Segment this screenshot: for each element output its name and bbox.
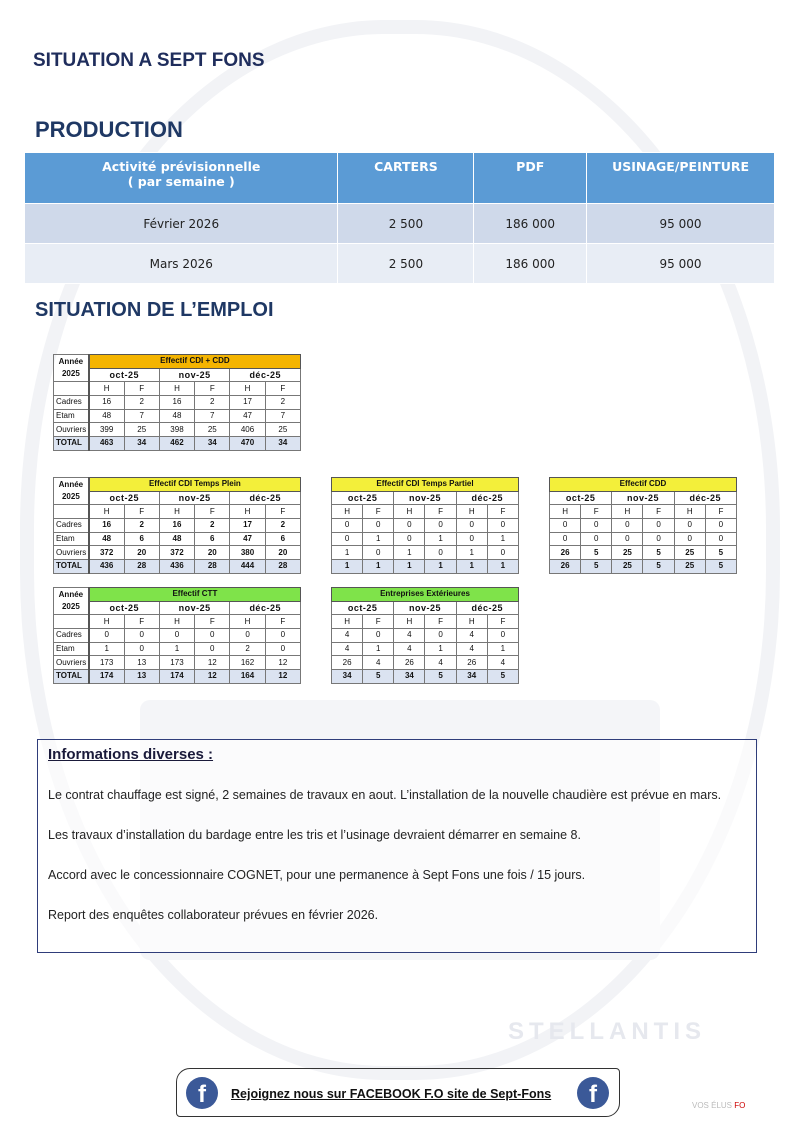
h-header: H	[332, 505, 363, 519]
f-header: F	[425, 505, 456, 519]
row-label: Etam	[54, 642, 89, 656]
value-cell: 0	[487, 629, 518, 643]
month-header: déc-25	[230, 601, 301, 615]
table-title: Effectif CDI Temps Plein	[89, 478, 301, 492]
table-row	[54, 396, 301, 410]
value-cell: 1	[487, 642, 518, 656]
month-header: nov-25	[159, 491, 230, 505]
info-paragraph: Le contrat chauffage est signé, 2 semaines de travaux en aout. L’installation de la nouvelle chaudière est prévue en mars.	[48, 788, 722, 802]
value-cell: 1	[332, 560, 363, 574]
table-ctt	[53, 587, 301, 684]
h-header: H	[394, 505, 425, 519]
row-label: Etam	[54, 532, 89, 546]
value-cell: 4	[487, 656, 518, 670]
value-cell: 5	[581, 560, 612, 574]
h-header: H	[230, 382, 265, 396]
value-cell: 6	[124, 532, 159, 546]
value-cell: 26	[332, 656, 363, 670]
value-cell: 0	[581, 519, 612, 533]
value-cell: 5	[705, 546, 736, 560]
f-header: F	[124, 382, 159, 396]
value-cell: 0	[674, 519, 705, 533]
blank-cell	[54, 615, 89, 629]
value-cell: 12	[265, 670, 300, 684]
row-label: Ouvriers	[54, 656, 89, 670]
table-row	[550, 532, 737, 546]
value-cell: 1	[363, 642, 394, 656]
value-cell: 26	[456, 656, 487, 670]
blank-cell	[54, 382, 89, 396]
value-cell: 5	[643, 560, 674, 574]
value-cell: 1	[425, 642, 456, 656]
table-row	[550, 560, 737, 574]
value-cell: 174	[89, 670, 124, 684]
row-label: Ouvriers	[54, 423, 89, 437]
value-cell: 26	[550, 546, 581, 560]
value-cell: 399	[89, 423, 124, 437]
value-cell: 173	[159, 656, 194, 670]
info-paragraph: Report des enquêtes collaborateur prévues en février 2026.	[48, 908, 379, 922]
h-header: H	[159, 615, 194, 629]
header-activite: Activité prévisionnelle ( par semaine )	[25, 153, 338, 204]
f-header: F	[195, 615, 230, 629]
value-cell: 0	[612, 532, 643, 546]
table-row	[54, 656, 301, 670]
table-row	[332, 642, 519, 656]
info-box	[37, 739, 757, 953]
value-cell: 0	[705, 519, 736, 533]
value-cell: 34	[394, 670, 425, 684]
value-cell: 0	[265, 629, 300, 643]
vos-elus-fo: VOS ÉLUS FO	[692, 1101, 746, 1110]
value-cell: 5	[363, 670, 394, 684]
value-cell: 34	[265, 437, 300, 451]
table-row	[54, 519, 301, 533]
month-header: déc-25	[456, 601, 518, 615]
month-header: déc-25	[230, 368, 301, 382]
h-header: H	[550, 505, 581, 519]
value-cell: 2	[265, 519, 300, 533]
h-header: H	[159, 382, 194, 396]
value-cell: 25	[674, 546, 705, 560]
value-cell: 0	[363, 519, 394, 533]
cell: 95 000	[587, 204, 775, 244]
value-cell: 0	[425, 519, 456, 533]
facebook-link[interactable]: Rejoignez nous sur FACEBOOK F.O site de Sept-Fons	[231, 1087, 552, 1101]
year-cell: Année 2025	[54, 478, 89, 505]
row-label: TOTAL	[54, 560, 89, 574]
month-header: oct-25	[332, 601, 394, 615]
value-cell: 2	[195, 396, 230, 410]
value-cell: 1	[332, 546, 363, 560]
value-cell: 28	[124, 560, 159, 574]
header-usinage: USINAGE/PEINTURE	[587, 153, 775, 204]
value-cell: 20	[195, 546, 230, 560]
value-cell: 47	[230, 532, 265, 546]
value-cell: 398	[159, 423, 194, 437]
value-cell: 444	[230, 560, 265, 574]
value-cell: 4	[425, 656, 456, 670]
value-cell: 17	[230, 519, 265, 533]
h-header: H	[89, 505, 124, 519]
table-row	[332, 560, 519, 574]
value-cell: 48	[89, 532, 124, 546]
value-cell: 13	[124, 656, 159, 670]
table-title: Effectif CDD	[550, 478, 737, 492]
f-header: F	[124, 505, 159, 519]
h-header: H	[332, 615, 363, 629]
row-label: Etam	[54, 409, 89, 423]
value-cell: 0	[124, 629, 159, 643]
value-cell: 16	[89, 396, 124, 410]
month-header: oct-25	[89, 601, 160, 615]
table-row	[25, 204, 775, 244]
month-header: nov-25	[159, 601, 230, 615]
f-header: F	[705, 505, 736, 519]
value-cell: 0	[332, 519, 363, 533]
table-row	[332, 656, 519, 670]
value-cell: 0	[394, 532, 425, 546]
f-header: F	[265, 382, 300, 396]
blank-cell	[54, 505, 89, 519]
value-cell: 0	[89, 629, 124, 643]
f-header: F	[425, 615, 456, 629]
value-cell: 7	[265, 409, 300, 423]
month-header: nov-25	[394, 601, 456, 615]
production-table	[24, 152, 775, 284]
page-title: SITUATION A SEPT FONS	[33, 50, 265, 71]
table-row	[332, 670, 519, 684]
value-cell: 1	[425, 560, 456, 574]
f-header: F	[195, 505, 230, 519]
value-cell: 406	[230, 423, 265, 437]
value-cell: 47	[230, 409, 265, 423]
cell: Février 2026	[25, 204, 338, 244]
value-cell: 20	[265, 546, 300, 560]
table-row	[54, 437, 301, 451]
f-header: F	[487, 505, 518, 519]
value-cell: 0	[230, 629, 265, 643]
month-header: déc-25	[674, 491, 736, 505]
value-cell: 2	[195, 519, 230, 533]
h-header: H	[674, 505, 705, 519]
year-cell: Année 2025	[54, 355, 89, 382]
value-cell: 25	[674, 560, 705, 574]
value-cell: 0	[363, 546, 394, 560]
value-cell: 372	[159, 546, 194, 560]
emploi-heading: SITUATION DE L’EMPLOI	[35, 299, 274, 321]
value-cell: 1	[89, 642, 124, 656]
month-header: nov-25	[159, 368, 230, 382]
value-cell: 2	[124, 519, 159, 533]
value-cell: 0	[195, 642, 230, 656]
value-cell: 0	[363, 629, 394, 643]
value-cell: 6	[195, 532, 230, 546]
cell: 2 500	[338, 244, 474, 284]
month-header: nov-25	[394, 491, 456, 505]
value-cell: 48	[159, 409, 194, 423]
value-cell: 7	[195, 409, 230, 423]
h-header: H	[159, 505, 194, 519]
h-header: H	[612, 505, 643, 519]
table-row	[54, 670, 301, 684]
value-cell: 12	[265, 656, 300, 670]
cell: 95 000	[587, 244, 775, 284]
value-cell: 1	[487, 560, 518, 574]
value-cell: 0	[487, 546, 518, 560]
value-cell: 0	[487, 519, 518, 533]
month-header: oct-25	[89, 491, 160, 505]
table-cdi-cdd	[53, 354, 301, 451]
value-cell: 0	[456, 519, 487, 533]
value-cell: 1	[394, 560, 425, 574]
row-label: Cadres	[54, 629, 89, 643]
value-cell: 0	[425, 629, 456, 643]
value-cell: 5	[425, 670, 456, 684]
f-header: F	[581, 505, 612, 519]
value-cell: 470	[230, 437, 265, 451]
table-title: Effectif CDI Temps Partiel	[332, 478, 519, 492]
f-header: F	[363, 505, 394, 519]
value-cell: 4	[394, 642, 425, 656]
month-header: oct-25	[332, 491, 394, 505]
row-label: Cadres	[54, 519, 89, 533]
value-cell: 0	[550, 532, 581, 546]
h-header: H	[230, 615, 265, 629]
table-row	[550, 519, 737, 533]
value-cell: 12	[195, 670, 230, 684]
value-cell: 25	[265, 423, 300, 437]
value-cell: 462	[159, 437, 194, 451]
value-cell: 0	[265, 642, 300, 656]
value-cell: 2	[265, 396, 300, 410]
f-header: F	[265, 615, 300, 629]
table-row	[332, 629, 519, 643]
value-cell: 173	[89, 656, 124, 670]
h-header: H	[89, 615, 124, 629]
row-label: TOTAL	[54, 437, 89, 451]
value-cell: 1	[394, 546, 425, 560]
value-cell: 28	[195, 560, 230, 574]
cell: 186 000	[474, 244, 587, 284]
value-cell: 0	[612, 519, 643, 533]
table-row	[54, 532, 301, 546]
table-row	[54, 629, 301, 643]
table-row	[54, 546, 301, 560]
table-title: Entreprises Extérieures	[332, 588, 519, 602]
table-row	[332, 519, 519, 533]
month-header: déc-25	[230, 491, 301, 505]
row-label: Ouvriers	[54, 546, 89, 560]
value-cell: 1	[425, 532, 456, 546]
value-cell: 48	[89, 409, 124, 423]
year-cell: Année 2025	[54, 588, 89, 615]
value-cell: 6	[265, 532, 300, 546]
value-cell: 2	[230, 642, 265, 656]
table-cdi-temps-partiel	[331, 477, 519, 574]
value-cell: 1	[159, 642, 194, 656]
h-header: H	[456, 505, 487, 519]
value-cell: 164	[230, 670, 265, 684]
value-cell: 17	[230, 396, 265, 410]
production-header-row	[25, 153, 775, 204]
month-header: oct-25	[89, 368, 160, 382]
value-cell: 34	[195, 437, 230, 451]
value-cell: 463	[89, 437, 124, 451]
value-cell: 0	[456, 532, 487, 546]
row-label: TOTAL	[54, 670, 89, 684]
value-cell: 162	[230, 656, 265, 670]
value-cell: 1	[363, 532, 394, 546]
value-cell: 0	[159, 629, 194, 643]
value-cell: 25	[612, 546, 643, 560]
month-header: déc-25	[456, 491, 518, 505]
facebook-icon[interactable]: f	[186, 1077, 218, 1109]
value-cell: 28	[265, 560, 300, 574]
value-cell: 12	[195, 656, 230, 670]
value-cell: 1	[456, 546, 487, 560]
table-row	[54, 560, 301, 574]
value-cell: 7	[124, 409, 159, 423]
h-header: H	[230, 505, 265, 519]
value-cell: 0	[425, 546, 456, 560]
value-cell: 372	[89, 546, 124, 560]
value-cell: 16	[159, 396, 194, 410]
value-cell: 34	[332, 670, 363, 684]
value-cell: 16	[89, 519, 124, 533]
f-header: F	[124, 615, 159, 629]
table-row	[332, 546, 519, 560]
value-cell: 25	[195, 423, 230, 437]
value-cell: 0	[674, 532, 705, 546]
value-cell: 4	[394, 629, 425, 643]
value-cell: 380	[230, 546, 265, 560]
value-cell: 4	[363, 656, 394, 670]
value-cell: 13	[124, 670, 159, 684]
table-row	[550, 546, 737, 560]
watermark-stellantis: STELLANTIS	[508, 1018, 706, 1045]
value-cell: 5	[705, 560, 736, 574]
cell: Mars 2026	[25, 244, 338, 284]
value-cell: 26	[550, 560, 581, 574]
production-heading: PRODUCTION	[35, 117, 183, 142]
value-cell: 4	[456, 642, 487, 656]
f-header: F	[363, 615, 394, 629]
value-cell: 0	[332, 532, 363, 546]
value-cell: 0	[705, 532, 736, 546]
header-carters: CARTERS	[338, 153, 474, 204]
value-cell: 34	[124, 437, 159, 451]
h-header: H	[456, 615, 487, 629]
info-paragraph: Accord avec le concessionnaire COGNET, pour une permanence à Sept Fons une fois / 15 jours.	[48, 868, 586, 882]
value-cell: 0	[643, 519, 674, 533]
value-cell: 5	[487, 670, 518, 684]
f-header: F	[487, 615, 518, 629]
value-cell: 436	[89, 560, 124, 574]
f-header: F	[195, 382, 230, 396]
value-cell: 1	[456, 560, 487, 574]
value-cell: 0	[643, 532, 674, 546]
value-cell: 5	[643, 546, 674, 560]
table-row	[54, 423, 301, 437]
value-cell: 1	[363, 560, 394, 574]
value-cell: 0	[394, 519, 425, 533]
table-cdi-temps-plein	[53, 477, 301, 574]
h-header: H	[394, 615, 425, 629]
value-cell: 34	[456, 670, 487, 684]
value-cell: 0	[195, 629, 230, 643]
facebook-banner[interactable]	[176, 1068, 620, 1117]
value-cell: 4	[332, 642, 363, 656]
table-title: Effectif CTT	[89, 588, 301, 602]
value-cell: 16	[159, 519, 194, 533]
table-title: Effectif CDI + CDD	[89, 355, 301, 369]
info-title: Informations diverses :	[48, 746, 214, 763]
header-pdf: PDF	[474, 153, 587, 204]
value-cell: 1	[487, 532, 518, 546]
value-cell: 26	[394, 656, 425, 670]
facebook-icon[interactable]: f	[577, 1077, 609, 1109]
value-cell: 20	[124, 546, 159, 560]
cell: 186 000	[474, 204, 587, 244]
table-cdd	[549, 477, 737, 574]
value-cell: 4	[332, 629, 363, 643]
value-cell: 5	[581, 546, 612, 560]
row-label: Cadres	[54, 396, 89, 410]
h-header: H	[89, 382, 124, 396]
table-entreprises-exterieures	[331, 587, 519, 684]
value-cell: 25	[612, 560, 643, 574]
cell: 2 500	[338, 204, 474, 244]
value-cell: 174	[159, 670, 194, 684]
value-cell: 2	[124, 396, 159, 410]
value-cell: 0	[550, 519, 581, 533]
value-cell: 0	[124, 642, 159, 656]
table-row	[54, 642, 301, 656]
month-header: oct-25	[550, 491, 612, 505]
f-header: F	[265, 505, 300, 519]
value-cell: 25	[124, 423, 159, 437]
f-header: F	[643, 505, 674, 519]
value-cell: 48	[159, 532, 194, 546]
table-row	[54, 409, 301, 423]
table-row	[25, 244, 775, 284]
value-cell: 436	[159, 560, 194, 574]
month-header: nov-25	[612, 491, 674, 505]
info-paragraph: Les travaux d’installation du bardage entre les tris et l’usinage devraient démarrer en semaine 8.	[48, 828, 581, 842]
value-cell: 4	[456, 629, 487, 643]
value-cell: 0	[581, 532, 612, 546]
table-row	[332, 532, 519, 546]
